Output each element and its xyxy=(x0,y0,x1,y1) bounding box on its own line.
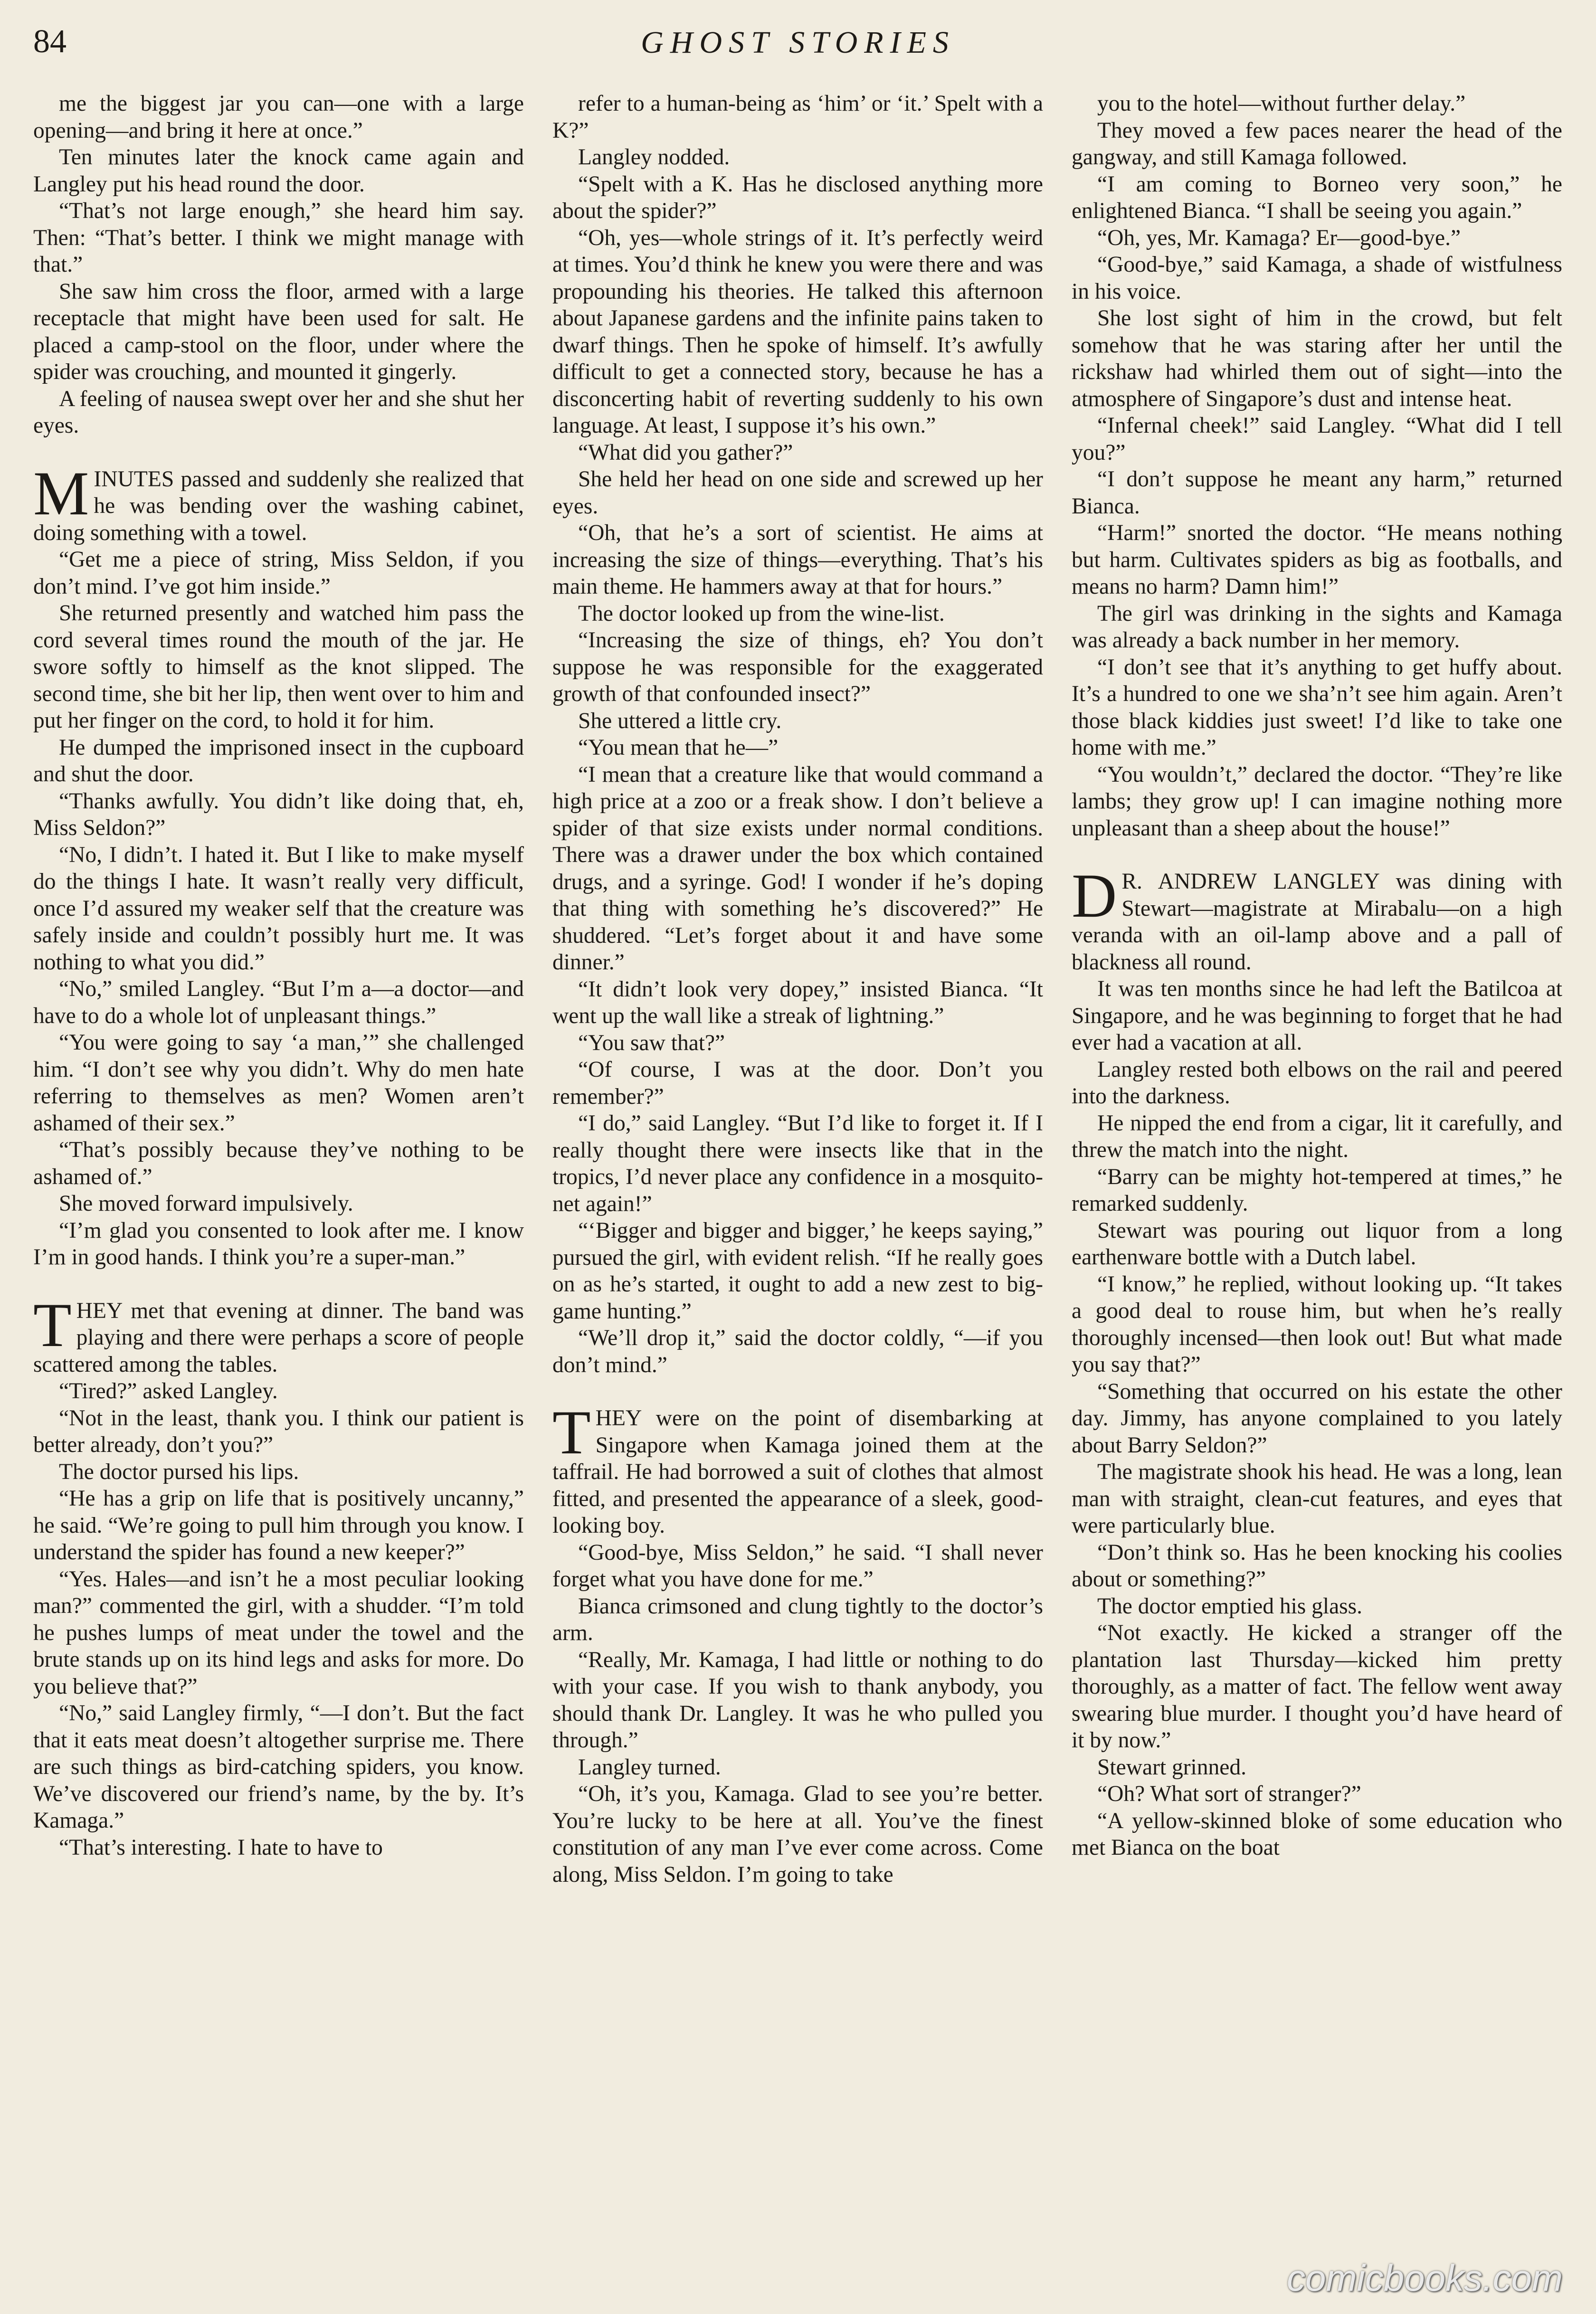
paragraph: Stewart grinned. xyxy=(1097,1754,1246,1780)
paragraph: “That’s interesting. I hate to have to xyxy=(59,1835,383,1860)
paragraph: “I know,” he replied, without looking up. “It takes a good deal to rouse him, but when he’s really thoroughly incensed—then look out! But what made you say that?” xyxy=(1072,1271,1562,1377)
paragraph: They moved a few paces nearer the head of the gangway, and still Kamaga followed. xyxy=(1072,118,1562,170)
paragraph: “I am coming to Borneo very soon,” he enlightened Bianca. “I shall be seeing you again.” xyxy=(1072,171,1562,223)
paragraph: “No,” said Langley firmly, “—I don’t. But the fact that it eats meat doesn’t altogether surprise me. There are such things as bird-catching spiders, you know. We’ve discovered our friend’s name, by the by. It’s Kamaga.” xyxy=(33,1701,524,1833)
paragraph: me the biggest jar you can—one with a large opening—and bring it here at once.” xyxy=(33,91,524,143)
column-1 xyxy=(33,90,524,2294)
text-columns xyxy=(33,90,1563,2294)
paragraph: She held her head on one side and screwed up her eyes. xyxy=(552,467,1043,519)
paragraph: “Get me a piece of string, Miss Seldon, if you don’t mind. I’ve got him inside.” xyxy=(33,547,524,599)
paragraph: The doctor emptied his glass. xyxy=(1097,1593,1363,1619)
paragraph: “That’s not large enough,” she heard him say. Then: “That’s better. I think we might manage with that.” xyxy=(33,199,524,277)
paragraph: “Harm!” snorted the doctor. “He means nothing but harm. Cultivates spiders as big as footballs, and means no harm? Damn him!” xyxy=(1072,521,1562,599)
paragraph: She saw him cross the floor, armed with a large receptacle that might have been used for salt. He placed a camp-stool on the floor, under where the spider was crouching, and mounted it gingerly. xyxy=(33,279,524,384)
paragraph: “Barry can be mighty hot-tempered at times,” he remarked suddenly. xyxy=(1072,1164,1562,1216)
paragraph: The doctor pursed his lips. xyxy=(59,1459,299,1484)
section-opening-paragraph: THEY were on the point of disembarking at Singapore when Kamaga joined them at the taffrail. He had borrowed a suit of clothes that almost fitted, and presented the appearance of a sleek, good-looking boy. xyxy=(552,1397,1043,1538)
paragraph: “I mean that a creature like that would command a high price at a zoo or a freak show. I don’t believe a spider of that size exists under normal conditions. There was a drawer under the box which contained drugs, and a syringe. God! I wonder if he’s doping that thing with something he’s discovered?” He shuddered. “Let’s forget about it and have some dinner.” xyxy=(552,762,1043,975)
paragraph: A feeling of nausea swept over her and she shut her eyes. xyxy=(33,386,524,438)
paragraph: “Good-bye,” said Kamaga, a shade of wistfulness in his voice. xyxy=(1072,252,1562,304)
paragraph: Langley rested both elbows on the rail and peered into the darkness. xyxy=(1072,1057,1562,1109)
paragraph: “Oh, yes, Mr. Kamaga? Er—good-bye.” xyxy=(1097,225,1461,250)
paragraph: “No, I didn’t. I hated it. But I like to make myself do the things I hate. It wasn’t really very difficult, once I’d assured my weaker self that the creature was safely inside and couldn’t possibly hurt me. It was nothing to what you did.” xyxy=(33,842,524,975)
paragraph: “Increasing the size of things, eh? You don’t suppose he was responsible for the exaggerated growth of that confounded insect?” xyxy=(552,628,1043,706)
paragraph: “Thanks awfully. You didn’t like doing that, eh, Miss Seldon?” xyxy=(33,788,524,840)
watermark: comicbooks.com xyxy=(1287,2257,1563,2299)
paragraph: “Good-bye, Miss Seldon,” he said. “I shall never forget what you have done for me.” xyxy=(552,1540,1043,1592)
paragraph: “Really, Mr. Kamaga, I had little or nothing to do with your case. If you wish to thank anybody, you should thank Dr. Langley. It was he who pulled you through.” xyxy=(552,1647,1043,1753)
paragraph: “Oh? What sort of stranger?” xyxy=(1097,1782,1361,1806)
paragraph: “Not in the least, thank you. I think our patient is better already, don’t you?” xyxy=(33,1405,524,1457)
section-opening-paragraph: MINUTES passed and suddenly she realized that he was bending over the washing cabinet, doing something with a towel. xyxy=(33,458,524,545)
paragraph: “I don’t see that it’s anything to get huffy about. It’s a hundred to one we sha’n’t see him again. Aren’t those black kiddies just sweet! I’d like to take one home with me.” xyxy=(1072,654,1562,760)
page-header xyxy=(33,23,1563,80)
paragraph: It was ten months since he had left the Batilcoa at Singapore, and he was beginning to forget that he had ever had a vacation at all. xyxy=(1072,977,1562,1055)
paragraph: you to the hotel—without further delay.” xyxy=(1097,91,1466,116)
paragraph: refer to a human-being as ‘him’ or ‘it.’ Spelt with a K?” xyxy=(552,91,1043,143)
paragraph: “It didn’t look very dopey,” insisted Bianca. “It went up the wall like a streak of lightning.” xyxy=(552,977,1043,1028)
paragraph: Ten minutes later the knock came again and Langley put his head round the door. xyxy=(33,145,524,197)
paragraph: “You wouldn’t,” declared the doctor. “They’re like lambs; they grow up! I can imagine nothing more unpleasant than a sheep about the house!” xyxy=(1072,762,1562,841)
column-3 xyxy=(1072,90,1562,2294)
paragraph: He dumped the imprisoned insect in the cupboard and shut the door. xyxy=(33,735,524,787)
paragraph: Langley nodded. xyxy=(578,145,730,170)
section-opening-paragraph: DR. ANDREW LANGLEY was dining with Stewart—magistrate at Mirabalu—on a high veranda with an oil-lamp above and a pall of blackness all round. xyxy=(1072,861,1562,975)
paragraph: She moved forward impulsively. xyxy=(59,1191,353,1216)
paragraph: The magistrate shook his head. He was a long, lean man with straight, clean-cut features, and eyes that were particularly blue. xyxy=(1072,1460,1562,1538)
running-title: GHOST STORIES xyxy=(641,25,955,60)
paragraph: Langley turned. xyxy=(578,1754,721,1780)
paragraph: He nipped the end from a cigar, lit it carefully, and threw the match into the night. xyxy=(1072,1110,1562,1162)
paragraph: “That’s possibly because they’ve nothing to be ashamed of.” xyxy=(33,1138,524,1189)
paragraph: “Infernal cheek!” said Langley. “What did I tell you?” xyxy=(1072,413,1562,465)
paragraph: The girl was drinking in the sights and Kamaga was already a back number in her memory. xyxy=(1072,601,1562,653)
paragraph: “We’ll drop it,” said the doctor coldly, “—if you don’t mind.” xyxy=(552,1326,1043,1377)
paragraph: “Oh, it’s you, Kamaga. Glad to see you’re better. You’re lucky to be here at all. You’ve the finest constitution of any man I’ve ever come across. Come along, Miss Seldon. I’m going to take xyxy=(552,1782,1043,1887)
paragraph: “You were going to say ‘a man,’” she challenged him. “I don’t see why you didn’t. Why do men hate referring to themselves as men? Women aren’t ashamed of their sex.” xyxy=(33,1030,524,1136)
paragraph: The doctor looked up from the wine-list. xyxy=(578,601,945,626)
paragraph: “Oh, yes—whole strings of it. It’s perfectly weird at times. You’d think he knew you were there and was propounding his theories. He talked this afternoon about Japanese gardens and the infinite pains taken to dwarf things. Then he spoke of himself. It’s awfully difficult to get a connected story, because he has a disconcerting habit of reverting suddenly to his own language. At least, I suppose it’s his own.” xyxy=(552,225,1043,438)
paragraph: “Something that occurred on his estate the other day. Jimmy, has anyone complained to you lately about Barry Seldon?” xyxy=(1072,1379,1562,1458)
paragraph: “Don’t think so. Has he been knocking his coolies about or something?” xyxy=(1072,1540,1562,1592)
paragraph: Stewart was pouring out liquor from a long earthenware bottle with a Dutch label. xyxy=(1072,1218,1562,1270)
column-2 xyxy=(552,90,1043,2294)
paragraph: “Of course, I was at the door. Don’t you remember?” xyxy=(552,1057,1043,1109)
paragraph: She lost sight of him in the crowd, but felt somehow that he was staring after her until the rickshaw had whirled them out of sight—into the atmosphere of Singapore’s dust and intense heat. xyxy=(1072,306,1562,411)
paragraph: “Oh, that he’s a sort of scientist. He aims at increasing the size of things—everything. That’s his main theme. He hammers away at that for hours.” xyxy=(552,521,1043,599)
paragraph: “I do,” said Langley. “But I’d like to forget it. If I really thought there were insects like that in the tropics, I’d never place any confidence in a mosquito-net again!” xyxy=(552,1111,1043,1216)
paragraph: “I don’t suppose he meant any harm,” returned Bianca. xyxy=(1072,467,1562,519)
paragraph: “What did you gather?” xyxy=(578,440,793,465)
paragraph: “You saw that?” xyxy=(578,1030,725,1055)
page-number: 84 xyxy=(33,23,66,60)
paragraph: “I’m glad you consented to look after me. I know I’m in good hands. I think you’re a super-man.” xyxy=(33,1218,524,1270)
section-opening-paragraph: THEY met that evening at dinner. The band was playing and there were perhaps a score of people scattered among the tables. xyxy=(33,1290,524,1377)
paragraph: “Spelt with a K. Has he disclosed anything more about the spider?” xyxy=(552,171,1043,223)
paragraph: “You mean that he—” xyxy=(578,735,779,760)
paragraph: “Yes. Hales—and isn’t he a most peculiar looking man?” commented the girl, with a shudder. “I’m told he pushes lumps of meat under the towel and the brute stands up on its hind legs and asks for more. Do you believe that?” xyxy=(33,1566,524,1699)
paragraph: “Not exactly. He kicked a stranger off the plantation last Thursday—kicked him pretty thoroughly, as a matter of fact. The fellow went away swearing blue murder. I thought you’d have heard of it by now.” xyxy=(1072,1621,1562,1753)
paragraph: “Tired?” asked Langley. xyxy=(59,1379,278,1404)
paragraph: “‘Bigger and bigger and bigger,’ he keeps saying,” pursued the girl, with evident relish. “If he really goes on as he’s started, it ought to add a new zest to big-game hunting.” xyxy=(552,1218,1043,1324)
paragraph: She uttered a little cry. xyxy=(578,708,782,733)
paragraph: “A yellow-skinned bloke of some education who met Bianca on the boat xyxy=(1072,1808,1562,1860)
paragraph: “He has a grip on life that is positively uncanny,” he said. “We’re going to pull him through you know. I understand the spider has found a new keeper?” xyxy=(33,1486,524,1565)
paragraph: Bianca crimsoned and clung tightly to the doctor’s arm. xyxy=(552,1593,1043,1645)
paragraph: She returned presently and watched him pass the cord several times round the mouth of the jar. He swore softly to himself as the knot slipped. The second time, she bit her lip, then went over to him and put her finger on the cord, to hold it for him. xyxy=(33,601,524,733)
paragraph: “No,” smiled Langley. “But I’m a—a doctor—and have to do a whole lot of unpleasant things.” xyxy=(33,977,524,1028)
